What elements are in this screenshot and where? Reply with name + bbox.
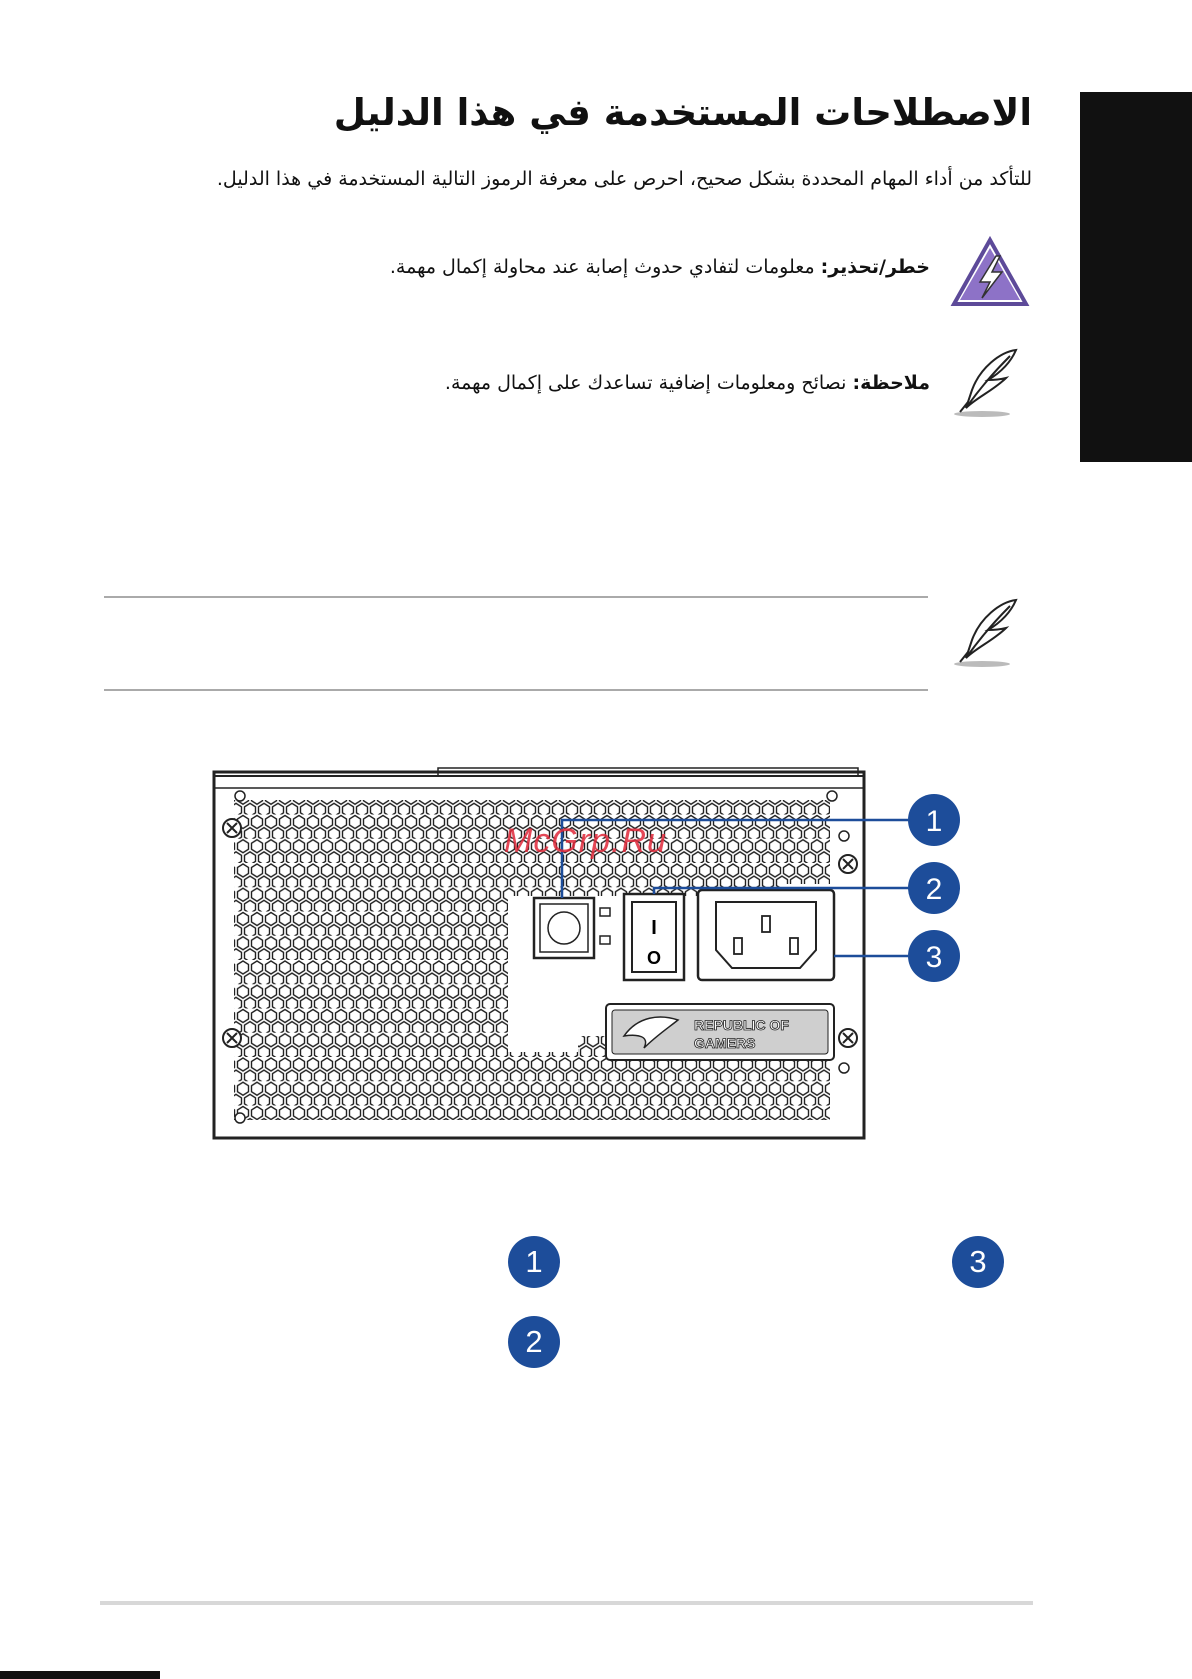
- language-side-tab: [1080, 92, 1192, 462]
- legend-badge-1: 1: [508, 1236, 560, 1288]
- note-box-top-rule: [104, 596, 928, 598]
- legend-badge-3: 3: [952, 1236, 1004, 1288]
- switch-off-label: O: [646, 948, 662, 968]
- legend-badge-2: 2: [508, 1316, 560, 1368]
- feather-note-icon: [950, 342, 1030, 426]
- warning-label: خطر/تحذير:: [820, 256, 930, 278]
- page-title: الاصطلاحات المستخدمة في هذا الدليل: [333, 91, 1032, 134]
- watermark: McGrp.Ru: [504, 822, 667, 860]
- note-notice: [270, 372, 930, 394]
- page-footer-mark: [0, 1671, 160, 1679]
- feather-note-icon: [950, 592, 1030, 676]
- footer-rule: [100, 1601, 1033, 1605]
- warning-notice: [270, 256, 930, 278]
- callout-1: 1: [925, 805, 943, 838]
- switch-on-label: I: [651, 917, 657, 939]
- rog-logo-line2: GAMERS: [694, 1035, 756, 1051]
- rog-logo-line1: REPUBLIC OF: [694, 1017, 789, 1033]
- note-label: ملاحظة:: [852, 372, 930, 394]
- intro-paragraph: للتأكد من أداء المهام المحددة بشكل صحيح، احرص على معرفة الرموز التالية المستخدمة في هذا الدليل.: [216, 168, 1032, 190]
- warning-text: معلومات لتفادي حدوث إصابة عند محاولة إكمال مهمة.: [389, 256, 821, 278]
- note-text: نصائح ومعلومات إضافية تساعدك على إكمال مهمة.: [444, 372, 853, 394]
- warning-lightning-icon: [950, 234, 1030, 314]
- callout-2: 2: [925, 873, 943, 906]
- callout-3: 3: [925, 941, 943, 974]
- note-box-bottom-rule: [104, 689, 928, 691]
